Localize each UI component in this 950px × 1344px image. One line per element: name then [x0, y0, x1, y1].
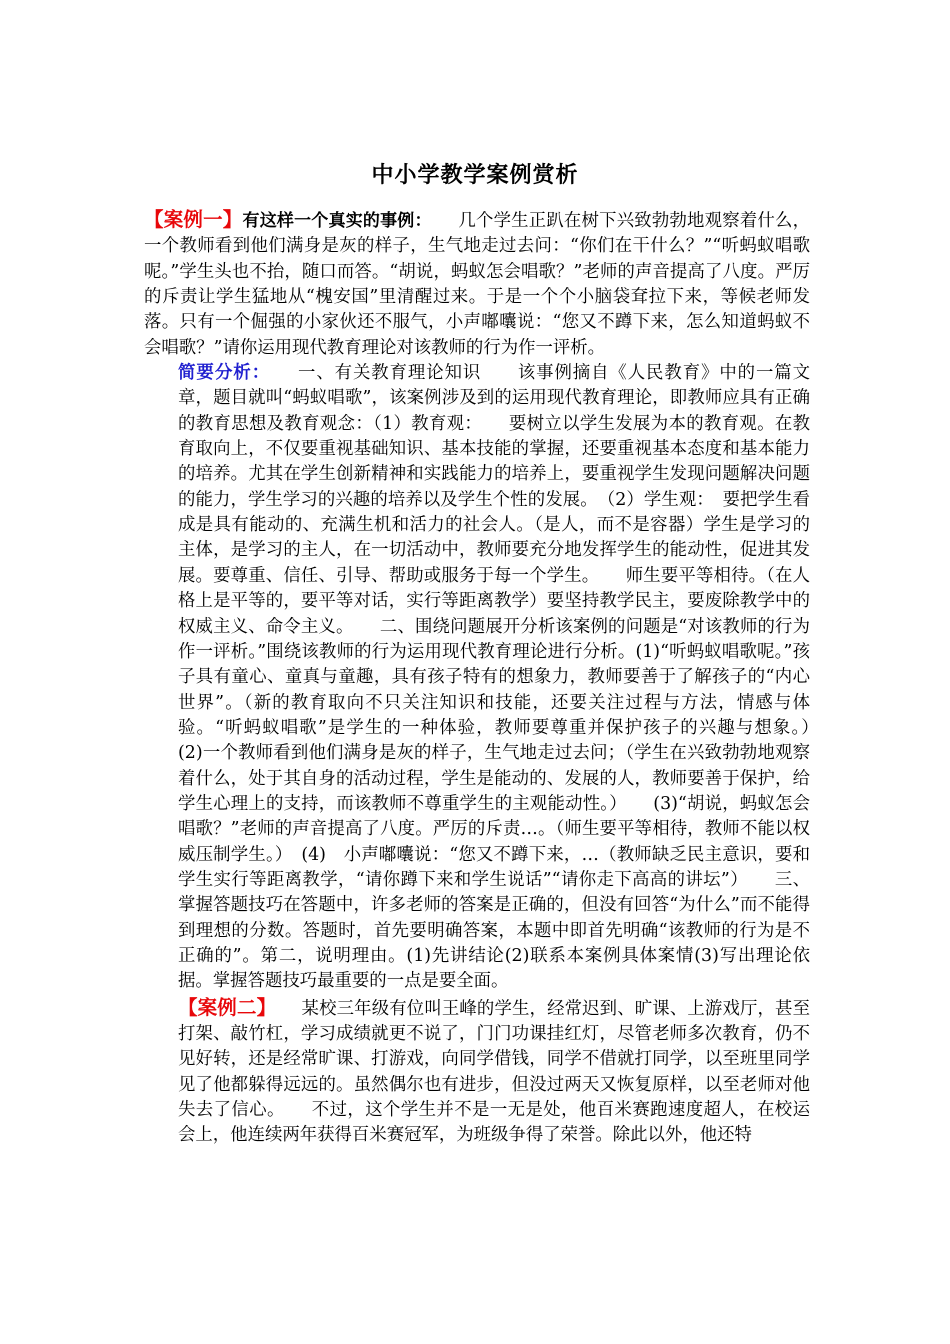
case2-paragraph	[144, 995, 810, 1149]
analysis-label: 简要分析：	[178, 363, 262, 384]
document-title: 中小学教学案例赏析	[371, 163, 579, 188]
case1-subtitle: 有这样一个真实的事例：	[242, 211, 424, 231]
document-body	[144, 207, 845, 1149]
case1-label: 【案例一】	[144, 208, 243, 231]
case1-text: 几个学生正趴在树下兴致勃勃地观察着什么，一个教师看到他们满身是灰的样子，生气地走过去问：“你们在干什么？”“听蚂蚁唱歌呢。”学生头也不抬，随口而答。“胡说，蚂蚁怎会唱歌？”老师的声音提高了八度。严厉的斥责让学生猛地从“槐安国”里清醒过来。于是一个个小脑袋耷拉下来，等候老师发落。只有一个倔强的小家伙还不服气，小声嘟囔说：“您又不蹲下来，怎么知道蚂蚁不会唱歌？”请你运用现代教育理论对该教师的行为作一评析。	[144, 211, 810, 358]
case2-text: 某校三年级有位叫王峰的学生，经常迟到、旷课、上游戏厅，甚至打架、敲竹杠，学习成绩就更不说了，门门功课挂红灯，尽管老师多次教育，仍不见好转，还是经常旷课、打游戏，向同学借钱，同学不借就打同学，以至班里同学见了他都躲得远远的。虽然偶尔也有进步，但没过两天又恢复原样，以至老师对他失去了信心。 不过，这个学生并不是一无是处，他百米赛跑速度超人，在校运会上，他连续两年获得百米赛冠军，为班级争得了荣誉。除此以外，他还特	[178, 998, 810, 1146]
case2-label: 【案例二】	[178, 995, 267, 1019]
analysis-paragraph	[144, 361, 845, 995]
analysis-text: 一、有关教育理论知识 该事例摘自《人民教育》中的一篇文章，题目就叫“蚂蚁唱歌”，该案例涉及到的运用现代教育理论，即教师应具有正确的教育思想及教育观念：（1）教育观： 要树立以学生发展为本的教育观。在教育取向上，不仅要重视基础知识、基本技能的掌握，还要重视基本态度和基本能力的培养。尤其在学生创新精神和实践能力的培养上，要重视学生发现问题解决问题的能力，学生学习的兴趣的培养以及学生个性的发展。 （2）学生观： 要把学生看成是具有能动的、充满生机和活力的社会人。（是人，而不是容器）学生是学习的主体，是学习的主人，在一切活动中，教师要充分地发挥学生的能动性，促进其发展。要尊重、信任、引导、帮助或服务于每一个学生。 师生要平等相待。（在人格上是平等的，要平等对话，实行等距离教学）要坚持教学民主，要废除教学中的权威主义、命令主义。 二、围绕问题展开分析该案例的问题是“对该教师的行为作一评析。”围绕该教师的行为运用现代教育理论进行分析。(1)“听蚂蚁唱歌呢。”孩子具有童心、童真与童趣，具有孩子特有的想象力，教师要善于了解孩子的“内心世界”。（新的教育取向不只关注知识和技能，还要关注过程与方法，情感与体验。“听蚂蚁唱歌”是学生的一种体验，教师要尊重并保护孩子的兴趣与想象。） (2)一个教师看到他们满身是灰的样子，生气地走过去问；（学生在兴致勃勃地观察着什么，处于其自身的活动过程，学生是能动的、发展的人，教师要善于保护，给学生心理上的支持，而该教师不尊重学生的主观能动性。） (3)“胡说，蚂蚁怎会唱歌？”老师的声音提高了八度。严厉的斥责…。（师生要平等相待，教师不能以权威压制学生。） (4) 小声嘟囔说：“您又不蹲下来，…（教师缺乏民主意识，要和学生实行等距离教学，“请你蹲下来和学生说话”“请你走下高高的讲坛”） 三、掌握答题技巧在答题中，许多老师的答案是正确的，但没有回答“为什么”而不能得到理想的分数。答题时，首先要明确答案，本题中即首先明确“该教师的行为是不正确的”。第二，说明理由。(1)先讲结论(2)联系本案例具体案情(3)写出理论依据。掌握答题技巧最重要的一点是要全面。	[178, 363, 845, 992]
case1-paragraph	[144, 207, 810, 361]
